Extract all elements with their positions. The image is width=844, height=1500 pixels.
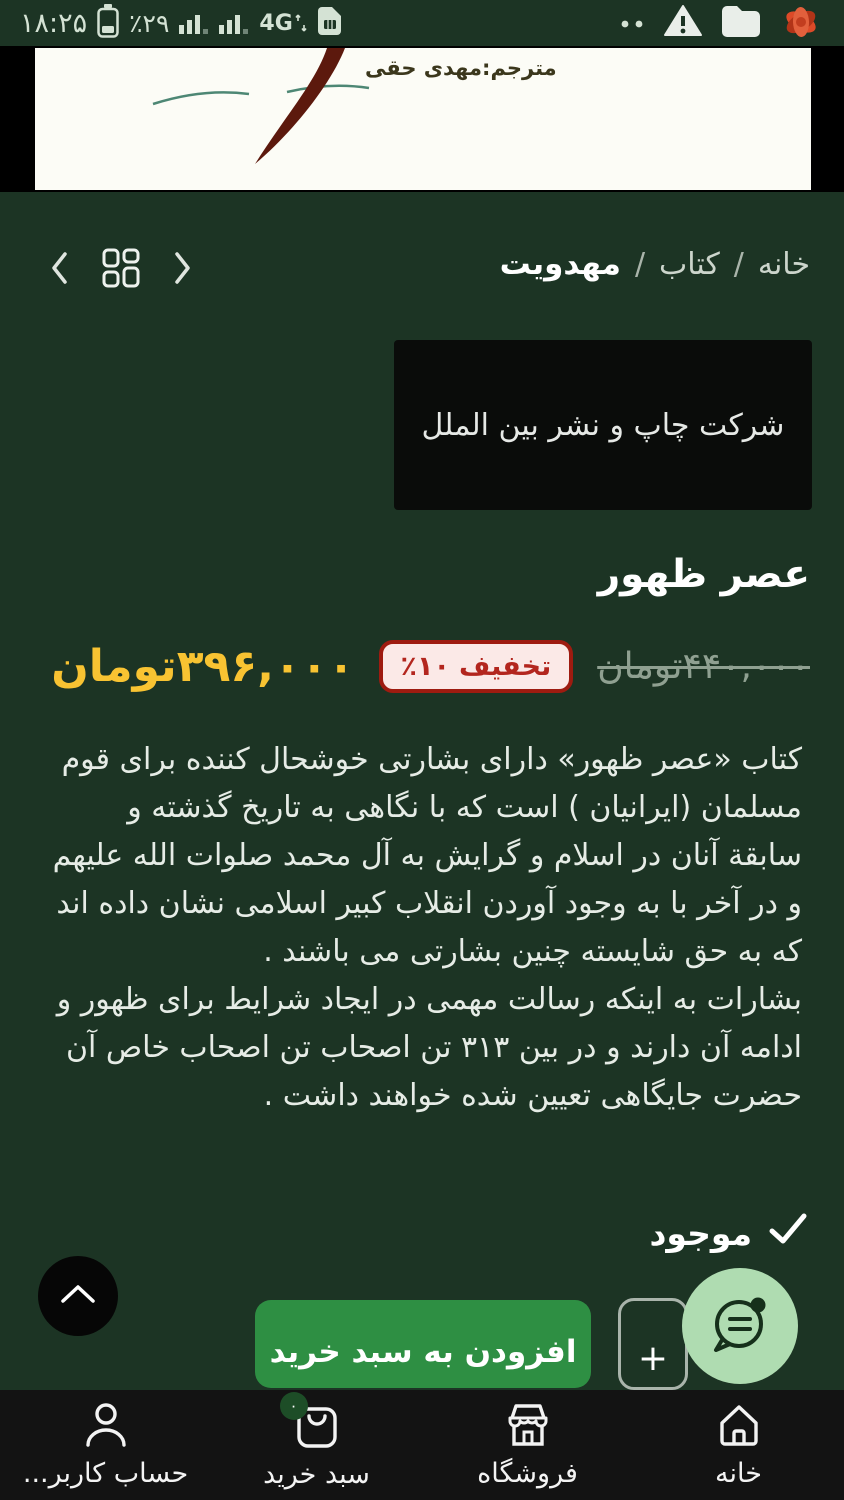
discount-badge xyxy=(379,640,574,693)
nav-label-cart: سبد خرید xyxy=(263,1459,370,1490)
chevron-up-icon xyxy=(58,1282,98,1310)
warning-icon xyxy=(662,3,704,43)
discount-percent: ٪۱۰ xyxy=(400,651,450,682)
publisher-link[interactable] xyxy=(394,340,812,510)
scroll-to-top-button[interactable] xyxy=(38,1256,118,1336)
nav-item-home[interactable] xyxy=(633,1401,844,1489)
breadcrumb-current: مهدویت xyxy=(499,246,621,282)
availability-row xyxy=(649,1212,808,1254)
chat-bubble-icon xyxy=(706,1290,774,1362)
sim-card-icon xyxy=(317,6,343,40)
store-icon xyxy=(504,1401,552,1449)
price-row xyxy=(51,640,810,693)
nav-label-store: فروشگاه xyxy=(477,1458,578,1489)
breadcrumb-separator: / xyxy=(634,246,646,282)
breadcrumb-category[interactable]: کتاب xyxy=(659,246,720,282)
nav-label-home: خانه xyxy=(715,1458,762,1489)
clock: ۱۸:۲۵ xyxy=(20,7,88,39)
cart-icon xyxy=(289,1397,340,1450)
translator-caption: مترجم:مهدی حقی xyxy=(365,56,557,80)
check-icon xyxy=(768,1212,808,1254)
discount-label: تخفیف xyxy=(459,651,552,682)
home-icon xyxy=(716,1401,762,1449)
availability-label: موجود xyxy=(649,1213,752,1253)
app-logo-icon xyxy=(778,0,824,48)
nav-item-account[interactable] xyxy=(0,1401,211,1489)
chevron-right-icon[interactable] xyxy=(170,250,194,290)
original-price: ۴۴۰,۰۰۰تومان xyxy=(597,646,810,687)
status-left xyxy=(20,4,343,42)
quantity-increase-button[interactable]: + xyxy=(637,1338,669,1379)
battery-percent: ٪۲۹ xyxy=(129,8,170,38)
description-paragraph-1: کتاب «عصر ظهور» دارای بشارتی خوشحال کننده برای قوم مسلمان (ایرانیان ) است که با نگاهی به تاریخ گذشته و سابقة آنان در اسلام و گرایش به آل محمد صلوات الله علیهم و در آخر با به وجود آوردن انقلاب کبیر اسلامی نشان داده اند که به حق شایسته چنین بشارتی می باشند . xyxy=(52,742,802,969)
updown-arrows-icon xyxy=(295,13,307,33)
chevron-left-icon[interactable] xyxy=(48,250,72,290)
bottom-nav xyxy=(0,1390,844,1500)
description-paragraph-2: بشارات به اینکه رسالت مهمی در ایجاد شرایط برای ظهور و ادامه آن دارند و در بین ۳۱۳ تن اصحاب تن اصحاب خاص آن حضرت جایگاهی تعیین شده خواهند داشت . xyxy=(56,982,802,1113)
user-icon xyxy=(82,1401,130,1449)
product-description xyxy=(46,736,802,1120)
breadcrumb-home[interactable]: خانه xyxy=(757,246,810,282)
nav-item-cart[interactable] xyxy=(211,1397,422,1490)
current-price: ۳۹۶,۰۰۰تومان xyxy=(51,641,355,692)
grid-icon[interactable] xyxy=(102,248,140,292)
network-type: 4G xyxy=(259,11,306,36)
status-bar xyxy=(0,0,844,46)
product-title: عصر ظهور xyxy=(597,552,810,597)
signal-icon-sim1 xyxy=(179,8,209,38)
cart-badge: ۰ xyxy=(280,1392,308,1420)
support-chat-button[interactable] xyxy=(682,1268,798,1384)
publisher-name: شرکت چاپ و نشر بین الملل xyxy=(421,407,785,443)
product-image-strip xyxy=(0,46,844,192)
status-right xyxy=(620,0,824,48)
nav-label-account: حساب کاربر... xyxy=(22,1458,189,1489)
add-to-cart-button[interactable]: افزودن به سبد خرید xyxy=(255,1300,591,1388)
folder-icon xyxy=(720,4,762,42)
quantity-stepper[interactable] xyxy=(618,1298,688,1390)
breadcrumb xyxy=(500,246,810,282)
breadcrumb-separator: / xyxy=(733,246,744,282)
gallery-nav xyxy=(48,248,194,292)
notification-dots-icon xyxy=(620,14,646,33)
signal-icon-sim2 xyxy=(219,8,249,38)
battery-icon xyxy=(97,4,119,42)
product-image[interactable] xyxy=(35,48,811,190)
nav-item-store[interactable] xyxy=(422,1401,633,1489)
